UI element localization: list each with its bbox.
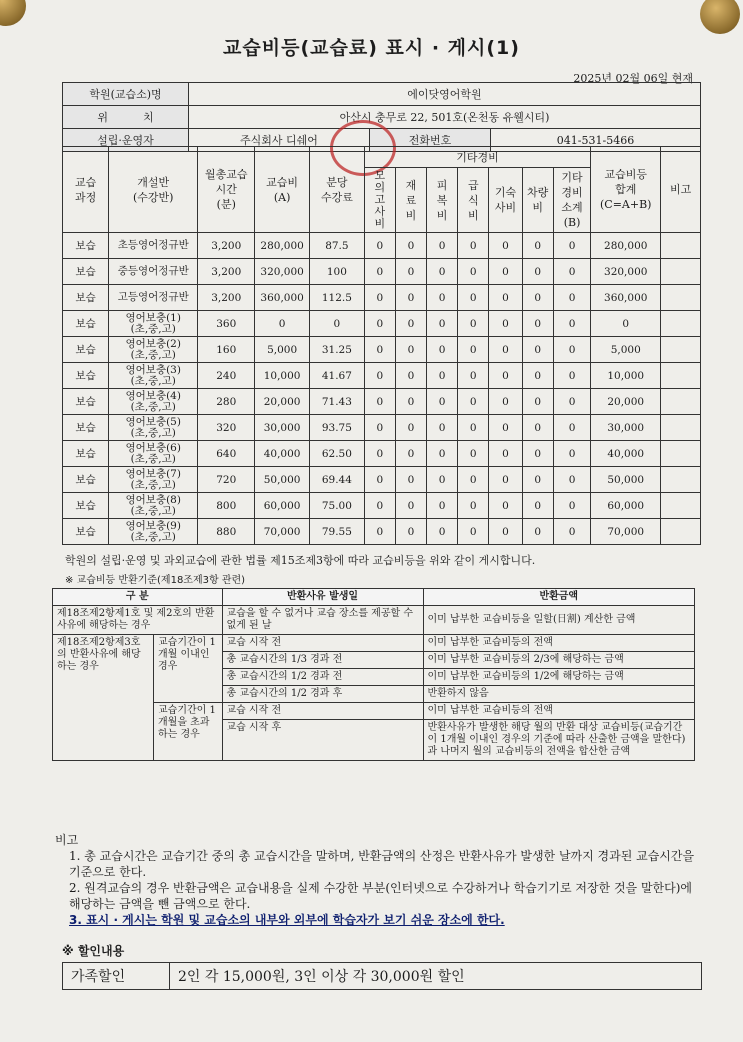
fee-cell-per-min: 100 xyxy=(310,259,365,285)
fee-cell-other-sub: 0 xyxy=(553,441,591,467)
h-dorm: 기숙 사비 xyxy=(489,168,522,233)
refund-r2b-when: 총 교습시간의 1/3 경과 전 xyxy=(222,652,423,669)
fee-row xyxy=(63,311,701,337)
fee-cell-material: 0 xyxy=(395,233,426,259)
fee-cell-total: 280,000 xyxy=(591,233,661,259)
fee-cell-fee: 30,000 xyxy=(255,415,310,441)
h-note: 비고 xyxy=(661,147,701,233)
fee-cell-fee: 50,000 xyxy=(255,467,310,493)
name-label: 학원(교습소)명 xyxy=(63,83,189,106)
fee-cell-course: 보습 xyxy=(63,259,109,285)
refund-r2d-amount: 반환하지 않음 xyxy=(423,686,694,703)
fee-cell-mock: 0 xyxy=(364,493,395,519)
fee-cell-class: 영어보충(3) (초,중,고) xyxy=(109,363,198,389)
fee-cell-note xyxy=(661,467,701,493)
fee-cell-course: 보습 xyxy=(63,467,109,493)
fee-row xyxy=(63,389,701,415)
fee-cell-material: 0 xyxy=(395,389,426,415)
fee-cell-per-min: 75.00 xyxy=(310,493,365,519)
fee-cell-course: 보습 xyxy=(63,415,109,441)
fee-cell-material: 0 xyxy=(395,259,426,285)
fee-cell-uniform: 0 xyxy=(427,467,458,493)
fee-cell-course: 보습 xyxy=(63,363,109,389)
fee-cell-uniform: 0 xyxy=(427,415,458,441)
h-mock: 모 의 고 사 비 xyxy=(364,168,395,233)
refund-r2d-when: 총 교습시간의 1/2 경과 후 xyxy=(222,686,423,703)
fee-cell-note xyxy=(661,363,701,389)
fee-cell-mock: 0 xyxy=(364,389,395,415)
discount-heading: ※ 할인내용 xyxy=(62,944,125,958)
fee-cell-mock: 0 xyxy=(364,467,395,493)
fee-cell-other-sub: 0 xyxy=(553,311,591,337)
h-class: 개설반 (수강반) xyxy=(109,147,198,233)
fee-cell-fee: 70,000 xyxy=(255,519,310,545)
discount-label: 가족할인 xyxy=(63,963,170,990)
fee-cell-class: 중등영어정규반 xyxy=(109,259,198,285)
fee-cell-meal: 0 xyxy=(458,285,489,311)
refund-h-when: 반환사유 발생일 xyxy=(222,589,423,606)
fee-cell-fee: 10,000 xyxy=(255,363,310,389)
fee-cell-per-min: 62.50 xyxy=(310,441,365,467)
fee-cell-dorm: 0 xyxy=(489,519,522,545)
fee-cell-vehicle: 0 xyxy=(522,259,553,285)
fee-cell-other-sub: 0 xyxy=(553,467,591,493)
fee-cell-hours: 3,200 xyxy=(198,259,255,285)
discount-table xyxy=(62,962,702,990)
fee-cell-fee: 20,000 xyxy=(255,389,310,415)
fee-cell-note xyxy=(661,233,701,259)
fee-cell-vehicle: 0 xyxy=(522,415,553,441)
fee-cell-total: 360,000 xyxy=(591,285,661,311)
fee-cell-note xyxy=(661,493,701,519)
fee-cell-material: 0 xyxy=(395,363,426,389)
fee-cell-vehicle: 0 xyxy=(522,441,553,467)
fee-cell-mock: 0 xyxy=(364,441,395,467)
fee-cell-other-sub: 0 xyxy=(553,337,591,363)
fee-row xyxy=(63,337,701,363)
pin-left xyxy=(0,0,26,26)
fee-cell-per-min: 71.43 xyxy=(310,389,365,415)
fee-cell-note xyxy=(661,415,701,441)
fee-cell-note xyxy=(661,519,701,545)
fee-cell-course: 보습 xyxy=(63,493,109,519)
location-value: 아산시 충무로 22, 501호(온천동 유웰시티) xyxy=(189,106,701,129)
notes-section xyxy=(55,832,705,928)
notice-text: 학원의 설립·운영 및 과외교습에 관한 법률 제15조제3항에 따라 교습비등을 위와 같이 게시합니다. xyxy=(65,554,536,567)
fee-cell-meal: 0 xyxy=(458,415,489,441)
refund-r2a-amount: 이미 납부한 교습비등의 전액 xyxy=(423,635,694,652)
h-per-min: 분당 수강료 xyxy=(310,147,365,233)
fee-cell-meal: 0 xyxy=(458,519,489,545)
pin-right xyxy=(700,0,740,34)
refund-r1-when: 교습을 할 수 없거나 교습 장소를 제공할 수 없게 된 날 xyxy=(222,606,423,635)
fee-cell-dorm: 0 xyxy=(489,389,522,415)
fee-cell-class: 영어보충(1) (초,중,고) xyxy=(109,311,198,337)
refund-r2-category: 제18조제2항제3호의 반환사유에 해당하는 경우 xyxy=(53,635,154,761)
fee-cell-uniform: 0 xyxy=(427,285,458,311)
refund-r2e-when: 교습 시작 전 xyxy=(222,703,423,720)
note-2: 2. 원격교습의 경우 반환금액은 교습내용을 실제 수강한 부분(인터넷으로 수강하거나 학습기기로 저장한 것을 말한다)에 해당하는 금액을 뺀 금액으로 한다. xyxy=(69,881,693,911)
fee-cell-meal: 0 xyxy=(458,233,489,259)
fee-cell-dorm: 0 xyxy=(489,233,522,259)
fee-cell-total: 30,000 xyxy=(591,415,661,441)
fee-cell-material: 0 xyxy=(395,467,426,493)
fee-cell-hours: 360 xyxy=(198,311,255,337)
note-1: 1. 총 교습시간은 교습기간 중의 총 교습시간을 말하며, 반환금액의 산정은 반환사유가 발생한 날까지 경과된 교습시간을 기준으로 한다. xyxy=(69,849,695,879)
fee-cell-hours: 280 xyxy=(198,389,255,415)
fee-cell-mock: 0 xyxy=(364,259,395,285)
fee-cell-total: 0 xyxy=(591,311,661,337)
fee-cell-mock: 0 xyxy=(364,311,395,337)
fee-cell-course: 보습 xyxy=(63,519,109,545)
refund-r2c-when: 총 교습시간의 1/2 경과 전 xyxy=(222,669,423,686)
page-title: 교습비등(교습료) 표시 · 게시(1) xyxy=(223,37,520,59)
refund-title: ※ 교습비등 반환기준(제18조제3항 관련) xyxy=(65,575,246,586)
fee-cell-meal: 0 xyxy=(458,259,489,285)
fee-cell-uniform: 0 xyxy=(427,441,458,467)
refund-r2e-amount: 이미 납부한 교습비등의 전액 xyxy=(423,703,694,720)
fee-cell-material: 0 xyxy=(395,285,426,311)
fee-cell-other-sub: 0 xyxy=(553,285,591,311)
fee-cell-fee: 360,000 xyxy=(255,285,310,311)
fee-cell-mock: 0 xyxy=(364,337,395,363)
fee-cell-total: 320,000 xyxy=(591,259,661,285)
fee-cell-hours: 160 xyxy=(198,337,255,363)
fee-cell-class: 영어보충(6) (초,중,고) xyxy=(109,441,198,467)
fee-cell-other-sub: 0 xyxy=(553,493,591,519)
fee-cell-class: 영어보충(9) (초,중,고) xyxy=(109,519,198,545)
fee-row xyxy=(63,467,701,493)
fee-cell-note xyxy=(661,259,701,285)
fee-cell-material: 0 xyxy=(395,337,426,363)
location-label: 위 치 xyxy=(63,106,189,129)
h-other-sub: 기타 경비 소계 (B) xyxy=(553,168,591,233)
date-stamp: 2025년 02월 06일 현재 xyxy=(573,72,693,85)
fee-cell-meal: 0 xyxy=(458,467,489,493)
fee-row xyxy=(63,441,701,467)
fee-cell-class: 영어보충(8) (초,중,고) xyxy=(109,493,198,519)
h-hours: 월총교습 시간 (분) xyxy=(198,147,255,233)
fee-cell-mock: 0 xyxy=(364,363,395,389)
fee-cell-per-min: 112.5 xyxy=(310,285,365,311)
fee-cell-dorm: 0 xyxy=(489,441,522,467)
fee-row xyxy=(63,285,701,311)
fee-cell-dorm: 0 xyxy=(489,363,522,389)
fee-cell-fee: 320,000 xyxy=(255,259,310,285)
fee-cell-meal: 0 xyxy=(458,441,489,467)
fee-cell-meal: 0 xyxy=(458,337,489,363)
fee-cell-vehicle: 0 xyxy=(522,285,553,311)
fee-cell-dorm: 0 xyxy=(489,415,522,441)
h-total: 교습비등 합계 (C=A+B) xyxy=(591,147,661,233)
fee-row xyxy=(63,519,701,545)
phone-label: 전화번호 xyxy=(370,129,491,152)
refund-r2-sub2: 교습기간이 1개월을 초과하는 경우 xyxy=(154,703,223,761)
fee-cell-hours: 880 xyxy=(198,519,255,545)
fee-cell-dorm: 0 xyxy=(489,285,522,311)
fee-cell-material: 0 xyxy=(395,519,426,545)
fee-cell-material: 0 xyxy=(395,311,426,337)
h-course: 교습 과정 xyxy=(63,147,109,233)
fee-cell-mock: 0 xyxy=(364,415,395,441)
fee-cell-fee: 280,000 xyxy=(255,233,310,259)
fee-cell-hours: 3,200 xyxy=(198,285,255,311)
fee-cell-uniform: 0 xyxy=(427,493,458,519)
fee-cell-vehicle: 0 xyxy=(522,493,553,519)
fee-cell-other-sub: 0 xyxy=(553,415,591,441)
fee-cell-note xyxy=(661,337,701,363)
fee-cell-class: 초등영어정규반 xyxy=(109,233,198,259)
fee-cell-uniform: 0 xyxy=(427,363,458,389)
fee-cell-meal: 0 xyxy=(458,311,489,337)
fee-cell-course: 보습 xyxy=(63,441,109,467)
fee-cell-vehicle: 0 xyxy=(522,467,553,493)
h-vehicle: 차량 비 xyxy=(522,168,553,233)
refund-r2a-when: 교습 시작 전 xyxy=(222,635,423,652)
fee-row xyxy=(63,233,701,259)
fee-row xyxy=(63,259,701,285)
fee-cell-other-sub: 0 xyxy=(553,233,591,259)
note-3: 3. 표시 · 게시는 학원 및 교습소의 내부와 외부에 학습자가 보기 쉬운 장소에 한다. xyxy=(69,913,505,927)
fee-cell-other-sub: 0 xyxy=(553,519,591,545)
fee-cell-per-min: 87.5 xyxy=(310,233,365,259)
fee-cell-dorm: 0 xyxy=(489,337,522,363)
fee-cell-uniform: 0 xyxy=(427,389,458,415)
fee-cell-fee: 5,000 xyxy=(255,337,310,363)
fee-row xyxy=(63,363,701,389)
fee-cell-hours: 720 xyxy=(198,467,255,493)
fee-cell-fee: 40,000 xyxy=(255,441,310,467)
refund-table xyxy=(52,588,695,761)
refund-r1-category: 제18조제2항제1호 및 제2호의 반환사유에 해당하는 경우 xyxy=(53,606,223,635)
h-uniform: 피 복 비 xyxy=(427,168,458,233)
notes-heading: 비고 xyxy=(55,833,79,847)
fee-cell-per-min: 31.25 xyxy=(310,337,365,363)
fee-cell-dorm: 0 xyxy=(489,493,522,519)
fee-cell-dorm: 0 xyxy=(489,311,522,337)
fee-cell-class: 영어보충(5) (초,중,고) xyxy=(109,415,198,441)
fee-cell-dorm: 0 xyxy=(489,259,522,285)
fee-table xyxy=(62,146,701,545)
fee-cell-material: 0 xyxy=(395,493,426,519)
refund-r2-sub1: 교습기간이 1개월 이내인 경우 xyxy=(154,635,223,703)
fee-cell-vehicle: 0 xyxy=(522,233,553,259)
fee-cell-hours: 640 xyxy=(198,441,255,467)
h-meal: 급 식 비 xyxy=(458,168,489,233)
fee-cell-meal: 0 xyxy=(458,493,489,519)
fee-cell-note xyxy=(661,441,701,467)
fee-cell-per-min: 41.67 xyxy=(310,363,365,389)
owner-label: 설립·운영자 xyxy=(63,129,189,152)
fee-cell-mock: 0 xyxy=(364,519,395,545)
discount-value: 2인 각 15,000원, 3인 이상 각 30,000원 할인 xyxy=(170,963,702,990)
fee-row xyxy=(63,493,701,519)
fee-cell-class: 영어보충(2) (초,중,고) xyxy=(109,337,198,363)
fee-cell-per-min: 69.44 xyxy=(310,467,365,493)
fee-cell-course: 보습 xyxy=(63,285,109,311)
fee-cell-total: 40,000 xyxy=(591,441,661,467)
fee-cell-class: 영어보충(7) (초,중,고) xyxy=(109,467,198,493)
fee-row xyxy=(63,415,701,441)
refund-r1-amount: 이미 납부한 교습비등을 일할(日割) 계산한 금액 xyxy=(423,606,694,635)
fee-cell-course: 보습 xyxy=(63,311,109,337)
fee-cell-other-sub: 0 xyxy=(553,259,591,285)
fee-cell-total: 60,000 xyxy=(591,493,661,519)
fee-cell-vehicle: 0 xyxy=(522,337,553,363)
fee-cell-total: 10,000 xyxy=(591,363,661,389)
fee-cell-other-sub: 0 xyxy=(553,389,591,415)
refund-r2c-amount: 이미 납부한 교습비등의 1/2에 해당하는 금액 xyxy=(423,669,694,686)
fee-cell-note xyxy=(661,389,701,415)
fee-cell-per-min: 93.75 xyxy=(310,415,365,441)
fee-cell-total: 5,000 xyxy=(591,337,661,363)
fee-cell-total: 20,000 xyxy=(591,389,661,415)
fee-cell-note xyxy=(661,285,701,311)
fee-cell-uniform: 0 xyxy=(427,337,458,363)
fee-cell-meal: 0 xyxy=(458,363,489,389)
fee-cell-vehicle: 0 xyxy=(522,389,553,415)
fee-cell-uniform: 0 xyxy=(427,519,458,545)
fee-cell-dorm: 0 xyxy=(489,467,522,493)
h-material: 재 료 비 xyxy=(395,168,426,233)
fee-cell-per-min: 0 xyxy=(310,311,365,337)
fee-cell-uniform: 0 xyxy=(427,233,458,259)
fee-cell-uniform: 0 xyxy=(427,311,458,337)
fee-cell-total: 70,000 xyxy=(591,519,661,545)
name-value: 에이닷영어학원 xyxy=(189,83,701,106)
fee-cell-other-sub: 0 xyxy=(553,363,591,389)
fee-cell-meal: 0 xyxy=(458,389,489,415)
fee-cell-class: 영어보충(4) (초,중,고) xyxy=(109,389,198,415)
fee-cell-fee: 0 xyxy=(255,311,310,337)
fee-cell-course: 보습 xyxy=(63,233,109,259)
fee-cell-vehicle: 0 xyxy=(522,311,553,337)
h-other-group: 기타경비 xyxy=(364,147,591,168)
refund-h-category: 구 분 xyxy=(53,589,223,606)
fee-cell-vehicle: 0 xyxy=(522,363,553,389)
fee-cell-hours: 320 xyxy=(198,415,255,441)
refund-r2f-when: 교습 시작 후 xyxy=(222,720,423,761)
fee-cell-course: 보습 xyxy=(63,337,109,363)
phone-value: 041-531-5466 xyxy=(491,129,701,152)
fee-cell-note xyxy=(661,311,701,337)
fee-cell-vehicle: 0 xyxy=(522,519,553,545)
fee-cell-material: 0 xyxy=(395,441,426,467)
fee-cell-mock: 0 xyxy=(364,233,395,259)
refund-r2f-amount: 반환사유가 발생한 해당 월의 반환 대상 교습비등(교습기간이 1개월 이내인 경우의 기준에 따라 산출한 금액을 말한다)과 나머지 월의 교습비등의 전액을 합산한 금액 xyxy=(423,720,694,761)
fee-cell-material: 0 xyxy=(395,415,426,441)
refund-r2b-amount: 이미 납부한 교습비등의 2/3에 해당하는 금액 xyxy=(423,652,694,669)
fee-cell-per-min: 79.55 xyxy=(310,519,365,545)
fee-cell-hours: 800 xyxy=(198,493,255,519)
fee-cell-fee: 60,000 xyxy=(255,493,310,519)
fee-cell-class: 고등영어정규반 xyxy=(109,285,198,311)
owner-value: 주식회사 디쉐어 xyxy=(189,129,370,152)
fee-cell-hours: 3,200 xyxy=(198,233,255,259)
fee-cell-mock: 0 xyxy=(364,285,395,311)
fee-cell-uniform: 0 xyxy=(427,259,458,285)
fee-cell-total: 50,000 xyxy=(591,467,661,493)
fee-cell-course: 보습 xyxy=(63,389,109,415)
h-fee: 교습비 (A) xyxy=(255,147,310,233)
refund-h-amount: 반환금액 xyxy=(423,589,694,606)
fee-cell-hours: 240 xyxy=(198,363,255,389)
